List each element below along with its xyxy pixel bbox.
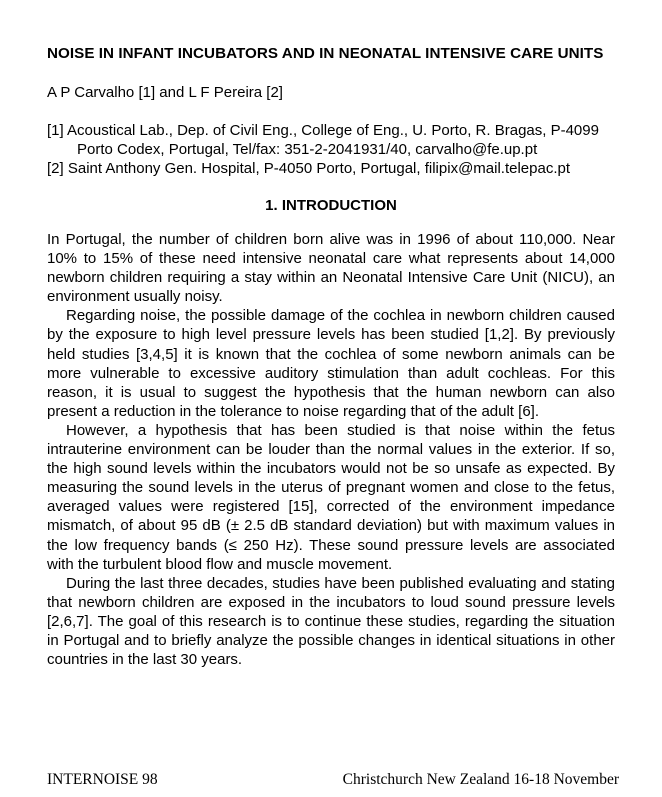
footer-conference: INTERNOISE 98 (47, 771, 158, 788)
paragraph-4: During the last three decades, studies have been published evaluating and stating that newborn children are exposed in the incubators to loud sound pressure levels [2,6,7]. The goal of this research is to continue these studies, regarding the situation in Portugal and to briefly analyze the possible changes in identical situations in other countries in the last 30 years. (47, 574, 615, 669)
affiliation-2: [2] Saint Anthony Gen. Hospital, P-4050 Porto, Portugal, filipix@mail.telepac.pt (47, 160, 571, 177)
affiliation-1: [1] Acoustical Lab., Dep. of Civil Eng., College of Eng., U. Porto, R. Bragas, P-4099 Porto Codex, Portugal, Tel/fax: 351-2-2041931/40, carvalho@fe.up.pt (47, 122, 599, 158)
affiliations-block (47, 121, 615, 178)
introduction-body (47, 230, 615, 669)
paragraph-3: However, a hypothesis that has been studied is that noise within the fetus intrauterine environment can be louder than the normal values in the exterior. If so, the high sound levels within the incubators would not be so unsafe as expected. By measuring the sound levels in the uterus of pregnant women and close to the fetus, averaged values were registered [15], corrected of the environment impedance mismatch, of about 95 dB (± 2.5 dB standard deviation) but with maximum values in the low frequency bands (≤ 250 Hz). These sound pressure levels are associated with the turbulent blood flow and muscle movement. (47, 421, 615, 573)
paragraph-2: Regarding noise, the possible damage of the cochlea in newborn children caused by the exposure to high level pressure levels has been studied [1,2]. By previously held studies [3,4,5] it is known that the cochlea of some newborn animals can be more vulnerable to excessive auditory stimulation than adult cochleas. For this reason, it is usual to suggest the hypothesis that the human newborn can also present a reduction in the tolerance to noise regarding that of the adult [6]. (47, 307, 615, 420)
section-heading-introduction: 1. INTRODUCTION (265, 197, 397, 214)
paper-title: NOISE IN INFANT INCUBATORS AND IN NEONATAL INTENSIVE CARE UNITS (47, 45, 604, 62)
author-line: A P Carvalho [1] and L F Pereira [2] (47, 84, 283, 101)
paragraph-1: In Portugal, the number of children born alive was in 1996 of about 110,000. Near 10% to 15% of these need intensive neonatal care what represents about 14,000 newborn children requiring a stay within an Neonatal Intensive Care Unit (NICU), an environment usually noisy. (47, 231, 615, 306)
paper-page (47, 43, 615, 669)
footer-location-date: Christchurch New Zealand 16-18 November (342, 771, 619, 788)
